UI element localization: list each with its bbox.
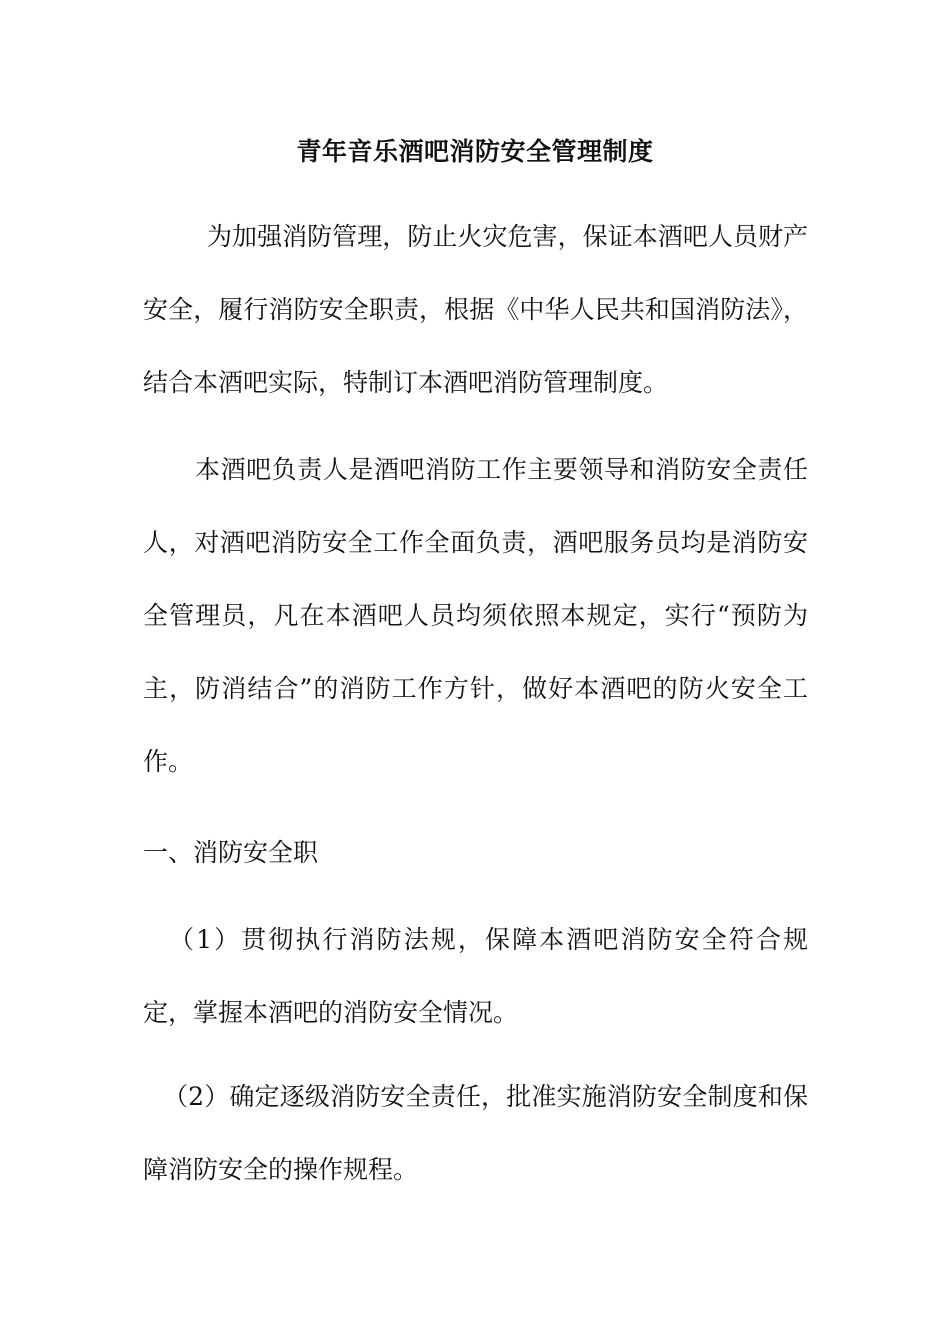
list-item-2: （2）确定逐级消防安全责任，批准实施消防安全制度和保障消防安全的操作规程。 — [143, 1082, 808, 1184]
responsibility-paragraph: 本酒吧负责人是酒吧消防工作主要领导和消防安全责任人，对酒吧消防安全工作全面负责，酒吧服务员均是消防安全管理员，凡在本酒吧人员均须依照本规定，实行“预防为主，防消结合”的消防工作方针，做好本酒吧的防火安全工作。 — [143, 455, 808, 776]
intro-paragraph: 为加强消防管理，防止火灾危害，保证本酒吧人员财产安全，履行消防安全职责，根据《中华人民共和国消防法》，结合本酒吧实际，特制订本酒吧消防管理制度。 — [143, 222, 808, 397]
section-heading: 一、消防安全职 — [143, 838, 319, 867]
document-title: 青年音乐酒吧消防安全管理制度 — [296, 137, 654, 166]
list-item-1: （1）贯彻执行消防法规，保障本酒吧消防安全符合规定，掌握本酒吧的消防安全情况。 — [143, 925, 808, 1027]
